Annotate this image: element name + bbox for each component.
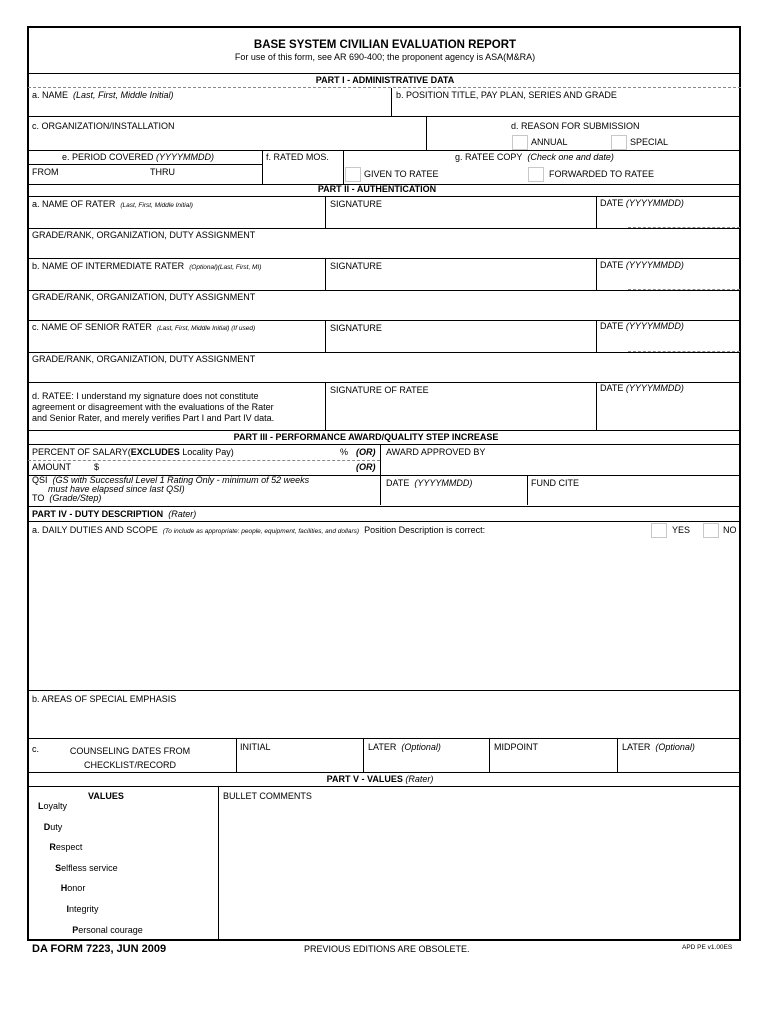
forwarded-checkbox[interactable] xyxy=(528,167,544,182)
name-label: a. NAME (Last, First, Middle Initial) xyxy=(32,90,174,100)
value-rest: espect xyxy=(55,842,83,853)
form-id: DA FORM 7223, JUN 2009 xyxy=(32,943,167,955)
annual-label: ANNUAL xyxy=(531,137,568,147)
forwarded-label: FORWARDED TO RATEE xyxy=(549,169,655,179)
value-item xyxy=(55,863,118,874)
rater-signature-label: SIGNATURE xyxy=(330,199,382,209)
ratee-date-field[interactable] xyxy=(600,400,736,426)
value-item xyxy=(61,883,86,894)
value-item xyxy=(49,842,82,853)
intermediate-name-field[interactable] xyxy=(30,274,322,288)
part3-heading: PART III - PERFORMANCE AWARD/QUALITY STEP INCREASE xyxy=(233,432,499,442)
award-approved-label: AWARD APPROVED BY xyxy=(386,447,486,457)
intermediate-grade-field[interactable] xyxy=(30,305,736,319)
values-header: VALUES xyxy=(88,791,124,801)
value-rest: oyalty xyxy=(43,801,68,811)
value-rest: ersonal courage xyxy=(78,924,143,935)
given-label: GIVEN TO RATEE xyxy=(364,169,439,179)
pd-yes-checkbox[interactable] xyxy=(651,523,667,538)
initial-label: INITIAL xyxy=(240,742,271,752)
intermediate-grade-label: GRADE/RANK, ORGANIZATION, DUTY ASSIGNMENT xyxy=(32,292,256,302)
ratee-date-label: DATE (YYYYMMDD) xyxy=(600,383,684,393)
rater-date-label: DATE (YYYYMMDD) xyxy=(600,198,684,208)
duties-label: a. DAILY DUTIES AND SCOPE (To include as appropriate: people, equipment, facilities, and dollars) Position Description is correct: xyxy=(32,525,486,535)
org-label: c. ORGANIZATION/INSTALLATION xyxy=(32,121,175,131)
value-initial: I xyxy=(66,904,70,914)
midpoint-label: MIDPOINT xyxy=(494,742,538,752)
from-label: FROM xyxy=(32,167,59,177)
value-rest: uty xyxy=(50,821,63,832)
percent-label: PERCENT OF SALARY(EXCLUDES Locality Pay) xyxy=(32,447,234,457)
period-label: e. PERIOD COVERED (YYYYMMDD) xyxy=(62,152,215,162)
rater-grade-label: GRADE/RANK, ORGANIZATION, DUTY ASSIGNMENT xyxy=(32,230,256,240)
part5-heading: PART V - VALUES (Rater) xyxy=(326,774,434,784)
org-field[interactable] xyxy=(30,134,422,147)
part2-heading: PART II - AUTHENTICATION xyxy=(317,184,437,194)
rated-mos-field[interactable] xyxy=(266,166,340,180)
ratee-statement: d. RATEE: I understand my signature does not constitute agreement or disagreement with the evaluations of the Rater and Senior Rater, and merely verifies Part I and Part IV data. xyxy=(32,391,275,423)
value-initial: D xyxy=(43,821,51,832)
percent-sign: % xyxy=(340,447,349,457)
or-label-1: (OR) xyxy=(356,447,376,457)
from-field[interactable] xyxy=(62,167,142,180)
ratee-copy-label: g. RATEE COPY (Check one and date) xyxy=(455,152,614,162)
reason-label: d. REASON FOR SUBMISSION xyxy=(511,121,640,131)
ratee-signature-field[interactable] xyxy=(328,400,592,426)
value-initial: L xyxy=(38,801,44,811)
senior-grade-field[interactable] xyxy=(30,367,736,381)
value-item xyxy=(44,822,63,833)
qsi-label: QSI (GS with Successful Level 1 Rating Only - minimum of 52 weeks must have elapsed since last QSI) TO (Grade/Step) xyxy=(32,475,310,503)
or-label-2: (OR) xyxy=(356,462,376,472)
later1-label: LATER (Optional) xyxy=(368,742,441,752)
later2-label: LATER (Optional) xyxy=(622,742,695,752)
bullet-comments-field[interactable] xyxy=(222,805,738,938)
value-initial: R xyxy=(49,842,56,853)
pd-no-checkbox[interactable] xyxy=(703,523,719,538)
counseling-c: c. xyxy=(32,744,40,754)
intermediate-label: b. NAME OF INTERMEDIATE RATER (Optional)(Last, First, MI) xyxy=(32,261,262,271)
percent-field[interactable] xyxy=(260,447,336,459)
ratee-signature-label: SIGNATURE OF RATEE xyxy=(330,385,429,395)
form-subtitle: For use of this form, see AR 690-400; the proponent agency is ASA(M&RA) xyxy=(234,52,536,62)
bullet-comments-label: BULLET COMMENTS xyxy=(223,791,312,801)
value-item xyxy=(67,904,99,915)
thru-field[interactable] xyxy=(180,167,258,180)
value-rest: ntegrity xyxy=(69,904,99,914)
rater-label: a. NAME OF RATER (Last, First, Middle Initial) xyxy=(32,199,193,209)
value-initial: S xyxy=(55,862,62,873)
senior-date-label: DATE (YYYYMMDD) xyxy=(600,321,684,331)
pd-no-label: NO xyxy=(723,525,737,535)
position-field[interactable] xyxy=(393,102,738,115)
rater-name-field[interactable] xyxy=(30,212,322,226)
senior-signature-label: SIGNATURE xyxy=(330,323,382,333)
senior-grade-label: GRADE/RANK, ORGANIZATION, DUTY ASSIGNMENT xyxy=(32,354,256,364)
form-title: BASE SYSTEM CIVILIAN EVALUATION REPORT xyxy=(253,39,517,51)
value-item xyxy=(72,925,143,936)
part4-heading: PART IV - DUTY DESCRIPTION (Rater) xyxy=(32,509,197,519)
emphasis-field[interactable] xyxy=(30,707,738,737)
version-label: APD PE v1.00ES xyxy=(682,944,733,951)
value-initial: P xyxy=(72,924,79,935)
thru-label: THRU xyxy=(150,167,175,177)
rater-grade-field[interactable] xyxy=(30,243,736,257)
duties-field[interactable] xyxy=(30,541,738,687)
fund-cite-label: FUND CITE xyxy=(531,478,579,488)
value-rest: onor xyxy=(67,883,86,894)
part1-heading: PART I - ADMINISTRATIVE DATA xyxy=(315,75,455,85)
value-item xyxy=(38,801,67,812)
annual-checkbox[interactable] xyxy=(512,135,528,150)
rated-mos-label: f. RATED MOS. xyxy=(266,152,329,162)
senior-name-field[interactable] xyxy=(30,336,322,350)
value-initial: H xyxy=(60,883,68,894)
amount-field[interactable] xyxy=(104,462,344,474)
pd-yes-label: YES xyxy=(672,525,691,535)
position-label: b. POSITION TITLE, PAY PLAN, SERIES AND GRADE xyxy=(396,90,617,100)
intermediate-signature-label: SIGNATURE xyxy=(330,261,382,271)
amount-label: AMOUNT xyxy=(32,462,71,472)
special-checkbox[interactable] xyxy=(611,135,627,150)
value-rest: elfless service xyxy=(61,862,118,873)
qsi-date-label: DATE (YYYYMMDD) xyxy=(386,478,473,488)
special-label: SPECIAL xyxy=(630,137,669,147)
given-checkbox[interactable] xyxy=(345,167,361,182)
dollar-sign: $ xyxy=(94,462,100,472)
counseling-label: COUNSELING DATES FROM CHECKLIST/RECORD xyxy=(69,746,191,770)
obsolete-notice: PREVIOUS EDITIONS ARE OBSOLETE. xyxy=(304,944,470,954)
emphasis-label: b. AREAS OF SPECIAL EMPHASIS xyxy=(32,694,177,704)
senior-label: c. NAME OF SENIOR RATER (Last, First, Middle Initial) (If used) xyxy=(32,322,256,332)
name-field[interactable] xyxy=(30,102,388,115)
intermediate-date-label: DATE (YYYYMMDD) xyxy=(600,260,684,270)
